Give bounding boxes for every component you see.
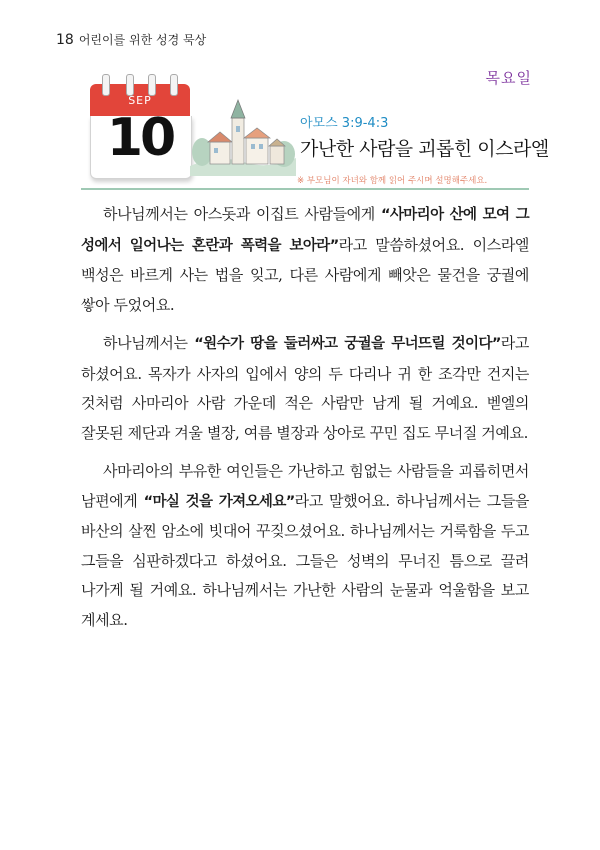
devotional-body	[81, 200, 529, 644]
page-number: 18	[56, 32, 74, 48]
running-header	[56, 31, 206, 48]
scripture-quote: “마실 것을 가져오세요”	[143, 493, 295, 510]
header-divider	[81, 188, 529, 190]
calendar-ring	[170, 74, 178, 96]
calendar-icon	[90, 70, 190, 182]
scripture-reference: 아모스 3:9-4:3	[300, 116, 389, 131]
paragraph-text: 라고 말씀하셨어요. 이스라엘 백성은 바르게 사는 법을 잊고, 다른 사람에게 빼앗은 물건을 궁궐에 쌓아 두었어요.	[81, 235, 530, 314]
paragraph-text: 하나님께서는	[103, 334, 195, 352]
calendar-ring	[102, 74, 110, 96]
paragraph-text: 라고 하셨어요. 목자가 사자의 입에서 양의 두 다리나 귀 한 조각만 건지는 것처럼 사마리아 사람 가운데 적은 사람만 남게 될 거예요. 벧엘의 잘못된 제단과 겨울 별장, 여름 별장과 상아로 꾸민 집도 무너질 거예요.	[81, 334, 529, 442]
calendar-day: 10	[106, 108, 174, 168]
book-title: 어린이를 위한 성경 묵상	[78, 33, 207, 47]
paragraph-text: 사마리아의 부유한 여인들은 가난하고 힘없는 사람들을 괴롭히면서 남편에게	[81, 462, 529, 510]
calendar-ring	[126, 74, 134, 96]
paragraph-text: 라고 말했어요. 하나님께서는 그들을 바산의 살찐 암소에 빗대어 꾸짖으셨어요. 하나님께서는 거룩함을 두고 그들을 심판하겠다고 하셨어요. 그들은 성벽의 무너진 틈으로 끌려 나가게 될 거예요. 하나님께서는 가난한 사람의 눈물과 억울함을 보고 계세요.	[81, 491, 530, 629]
village-illustration	[188, 96, 298, 176]
scripture-quote: “원수가 땅을 둘러싸고 궁궐을 무너뜨릴 것이다”	[194, 336, 501, 352]
scripture-quote: “사마리아 산에 모여 그 성에서 일어나는 혼란과 폭력을 보아라”	[81, 207, 529, 254]
calendar-month: SEP	[128, 94, 152, 107]
paragraph-text: 하나님께서는 아스돗과 이집트 사람들에게	[103, 205, 381, 223]
parent-note: ※ 부모님이 자녀와 함께 읽어 주시며 설명해주세요.	[297, 176, 488, 186]
paragraph	[81, 200, 529, 320]
weekday-label: 목요일	[485, 69, 532, 87]
page-title: 가난한 사람을 괴롭힌 이스라엘	[300, 138, 549, 160]
paragraph	[81, 329, 529, 448]
calendar-ring	[148, 74, 156, 96]
paragraph	[81, 457, 529, 635]
